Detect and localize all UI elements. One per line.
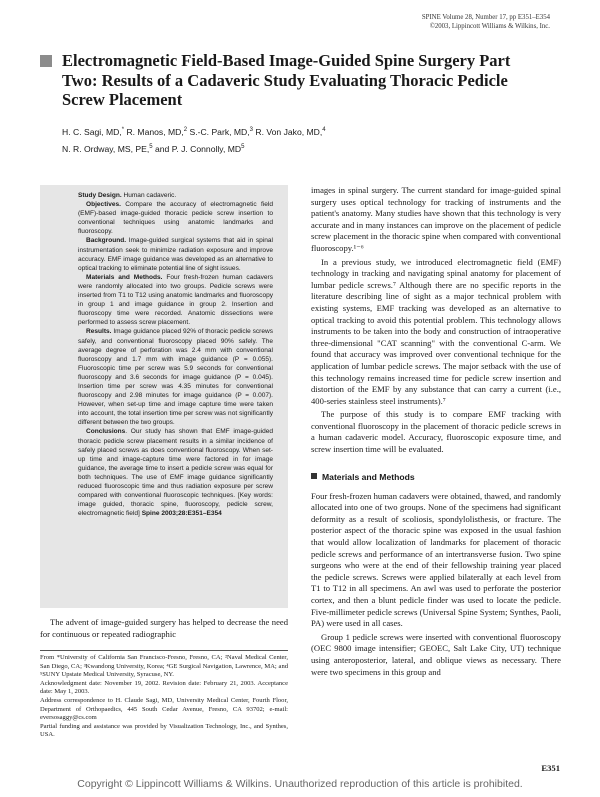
body-paragraph: images in spinal surgery. The current standard for image-guided spinal surgery uses optical technology for tracking of instruments and the patient's anatomy. Many studies have shown that this technology is very accurate and in many instances can improve on the placement of pedicle screw placement in the thoracic spine when compared with conventional fluoroscopy.¹⁻⁶ <box>311 185 561 253</box>
author-name: H. C. Sagi, MD, <box>62 126 122 137</box>
page-number: E351 <box>541 763 560 773</box>
author-affiliation: 5 <box>241 143 245 150</box>
footnotes <box>40 654 288 740</box>
footnote-affiliations: From *University of California San Francisco-Fresno, Fresno, CA; ²Naval Medical Center, San Diego, CA; ³Kwandong University, Korea; ⁴GE Surgical Navigation, Lawrence, MA; and ⁵SUNY Upstate Medical University, Syracuse, NY. <box>40 654 288 679</box>
author-name: and P. J. Connolly, MD <box>154 143 242 154</box>
abstract-objectives: Objectives. Compare the accuracy of electromagnetic field (EMF)-based image-guided thoracic pedicle screw insertion to conventional techniques using anatomic landmarks and fluoroscopy. <box>78 201 273 236</box>
journal-copyright: ©2003, Lippincott Williams & Wilkins, Inc. <box>429 22 550 30</box>
journal-info <box>290 14 550 31</box>
author-list <box>62 123 532 157</box>
author-affiliation: 4 <box>322 127 326 133</box>
author-affiliation: 5 <box>149 143 153 150</box>
right-column <box>311 185 561 678</box>
journal-citation: SPINE Volume 28, Number 17, pp E351–E354 <box>421 14 550 21</box>
footnote-correspondence: Address correspondence to H. Claude Sagi, MD, University Medical Center, Fourth Floor, Department of Orthopaedics, 445 South Cedar Avenue, Fresno, CA 93702; e-mail: eversosaggy@cs.com <box>40 696 288 722</box>
abstract-box <box>40 185 288 608</box>
abstract-conclusions: Conclusions. Our study has shown that EMF image-guided thoracic pedicle screw placement results in a similar incidence of safely placed screws as does conventional fluoroscopy. When set-up time and image-capture time were factored in for image guidance, the average time to insert a pedicle screw was equal for both techniques. The use of EMF image guidance significantly reduced fluoroscopic time and thus radiation exposure per screw compared with conventional fluoroscopic techniques. [Key words: image guided, thoracic spine, fluoroscopy, pedicle screw, electromagnetic field] Spine 2003;28:E351–E354 <box>78 428 273 518</box>
body-paragraph: Group 1 pedicle screws were inserted with conventional fluoroscopy (OEC 9800 image intensifier; GEOEC, Salt Lake City, UT) technique using anteroposterior, lateral, and oblique views as necessary. There were two specimens in this group and <box>311 631 561 677</box>
section-heading: Materials and Methods <box>311 472 561 483</box>
abstract-study-design: Study Design. Human cadaveric. <box>78 192 177 199</box>
author-name: R. Von Jako, MD, <box>255 126 323 137</box>
abstract-methods: Materials and Methods. Four fresh-frozen human cadavers were randomly allocated into two groups. Pedicle screws were inserted from T1 to T12 using anatomic landmarks and fluoroscopy in group 1 and image guidance in group 2. Insertion and fluoroscopy time were recorded. Anatomic dissections were performed to assess screw placement. <box>78 273 273 327</box>
footnote-dates: Acknowledgment date: November 19, 2002. Revision date: February 21, 2003. Acceptance date: May 1, 2003. <box>40 679 288 696</box>
author-affiliation: 2 <box>183 127 188 133</box>
author-name: S.-C. Park, MD, <box>189 126 250 137</box>
article-title: Electromagnetic Field-Based Image-Guided Spine Surgery Part Two: Results of a Cadaveric Study Evaluating Thoracic Pedicle Screw Placement <box>62 51 511 109</box>
abstract-citation: Spine 2003;28:E351–E354 <box>139 510 222 518</box>
author-name: R. Manos, MD, <box>126 126 184 137</box>
body-paragraph: In a previous study, we introduced electromagnetic field (EMF) technology in tracking and navigating spinal anatomy for placement of lumbar pedicle screws.⁷ Although there are no specific reports in the literature describing line of sight as a major technical problem with existing systems, EMF tracking was developed as an alternative to optical tracking to avoid this potential problem. This technology allows instruments to be taken into the body and construction of intraoperative three-dimensional "CAT scanning" with the conventional C-arm. We found that accuracy was improved over conventional technique for the application of lumbar pedicle screws. The major setback with the use of this technology remains increased time for pedicle screw insertion and distortion of the EMF by any substance that can carry a current (i.e., 400-series stainless steel instruments).⁷ <box>311 256 561 406</box>
copyright-notice: Copyright © Lippincott Williams & Wilkins. Unauthorized reproduction of this article is prohibited. <box>77 778 523 790</box>
author-affiliation: * <box>121 127 125 133</box>
intro-paragraph-start: The advent of image-guided surgery has helped to decrease the need for continuous or repeated radiographic <box>40 617 288 639</box>
title-marker-square <box>40 55 52 67</box>
author-name: N. R. Ordway, MS, PE, <box>62 143 150 154</box>
section-marker-square <box>311 473 317 479</box>
author-affiliation: 3 <box>249 127 253 133</box>
abstract-results: Results. Image guidance placed 92% of thoracic pedicle screws safely, and conventional fluoroscopy placed 90% safely. The average degree of perforation was 2.4 mm with conventional fluoroscopy and 1.7 mm with image guidance (P = 0.055). Fluoroscopic time per screw was 5.9 seconds for conventional fluoroscopy and 3.6 seconds for image guidance (P = 0.045). Insertion time per screw was 4.35 minutes for conventional fluoroscopy and 2.98 minutes for image guidance (P = 0.007). However, when set-up time and image capture time were taken into account, the total insertion time per screw was not significantly different between the two groups. <box>78 328 273 427</box>
abstract-background: Background. Image-guided surgical systems that aid in spinal instrumentation seek to minimize radiation exposure and improve accuracy. EMF image guidance was developed as an alternative to optical tracking to eliminate potential line of sight issues. <box>78 237 273 272</box>
body-paragraph: Four fresh-frozen human cadavers were obtained, thawed, and randomly allocated into one of two groups. None of the specimens had significant deformity as a result of scoliosis, spondylolisthesis, or fracture. The posterior aspect of the thoracic spine was exposed in the usual fashion that would allow localization of landmarks for placement of thoracic pedicle screws and performance of an intertransverse fusion. Two spine surgeons who were at the end of their fellowship training year placed the pedicle screws. Screws were applied bilaterally at each level from T1 to T12 in all specimens. An awl was used to perforate the posterior cortex, and then a blunt pedicle finder was used to locate the pedicle. Five-millimeter pedicle screws (Universal Spine System; Synthes, Paoli, PA) were used in all cases. <box>311 490 561 629</box>
body-paragraph: The purpose of this study is to compare EMF tracking with conventional fluoroscopy in the placement of thoracic pedicle screws in a human cadaveric model. Accuracy, fluoroscopic exposure time, and screw insertion time will be evaluated. <box>311 409 561 455</box>
footnote-divider <box>40 650 288 651</box>
footnote-funding: Partial funding and assistance was provided by Visualization Technology, Inc., and Synthes, USA. <box>40 722 288 739</box>
